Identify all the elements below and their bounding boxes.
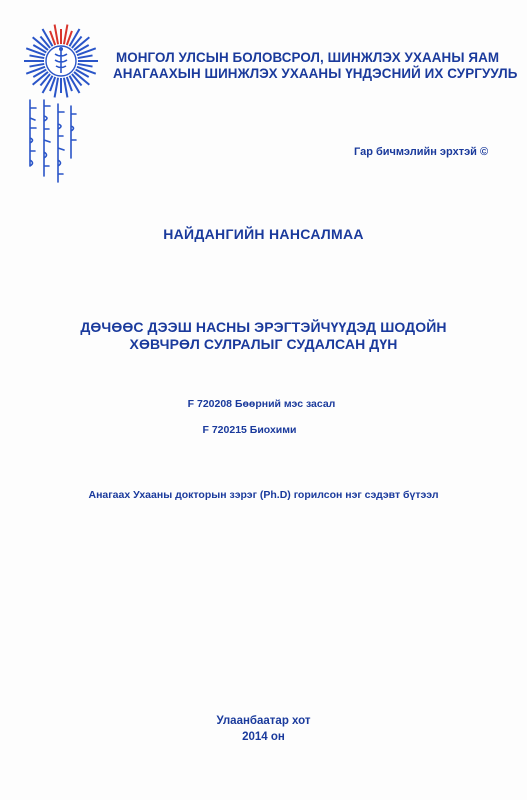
specialty-code-2: F 720215 Биохими (202, 424, 297, 436)
logo-ray (55, 25, 58, 45)
logo-ray (78, 55, 93, 58)
degree-statement: Анагаах Ухааны докторын зэрэг (Ph.D) горилсон нэг сэдэвт бүтээл (88, 489, 439, 501)
university-logo-icon (22, 22, 100, 100)
logo-ray (29, 64, 44, 67)
thesis-title-line-1: ДӨЧӨӨС ДЭЭШ НАСНЫ ЭРЭГТЭЙЧҮҮДЭД ШОДОЙН (80, 319, 447, 335)
specialty-code-1: F 720208 Бөөрний мэс засал (187, 398, 336, 410)
thesis-title-line-2: ХӨВЧРӨЛ СУЛРАЛЫГ СУДАЛСАН ДҮН (129, 336, 398, 352)
mongolian-script-logo-text (22, 96, 78, 186)
logo-ray (78, 64, 93, 67)
logo-ray (64, 78, 67, 98)
city: Улаанбаатар хот (216, 715, 311, 727)
logo-ray (29, 55, 44, 58)
year: 2014 он (242, 731, 285, 743)
university-heading: АНАГААХЫН ШИНЖЛЭХ УХААНЫ ҮНДЭСНИЙ ИХ СУРГУУЛЬ (113, 66, 518, 81)
author-name: НАЙДАНГИЙН НАНСАЛМАА (163, 226, 364, 242)
thesis-title (0, 319, 527, 353)
copyright-notice: Гар бичмэлийн эрхтэй © (354, 146, 489, 158)
ministry-heading: МОНГОЛ УЛСЫН БОЛОВСРОЛ, ШИНЖЛЭХ УХААНЫ ЯАМ (116, 50, 500, 65)
logo-ray (55, 78, 58, 98)
logo-ray (64, 25, 67, 45)
place-and-year (0, 713, 527, 745)
